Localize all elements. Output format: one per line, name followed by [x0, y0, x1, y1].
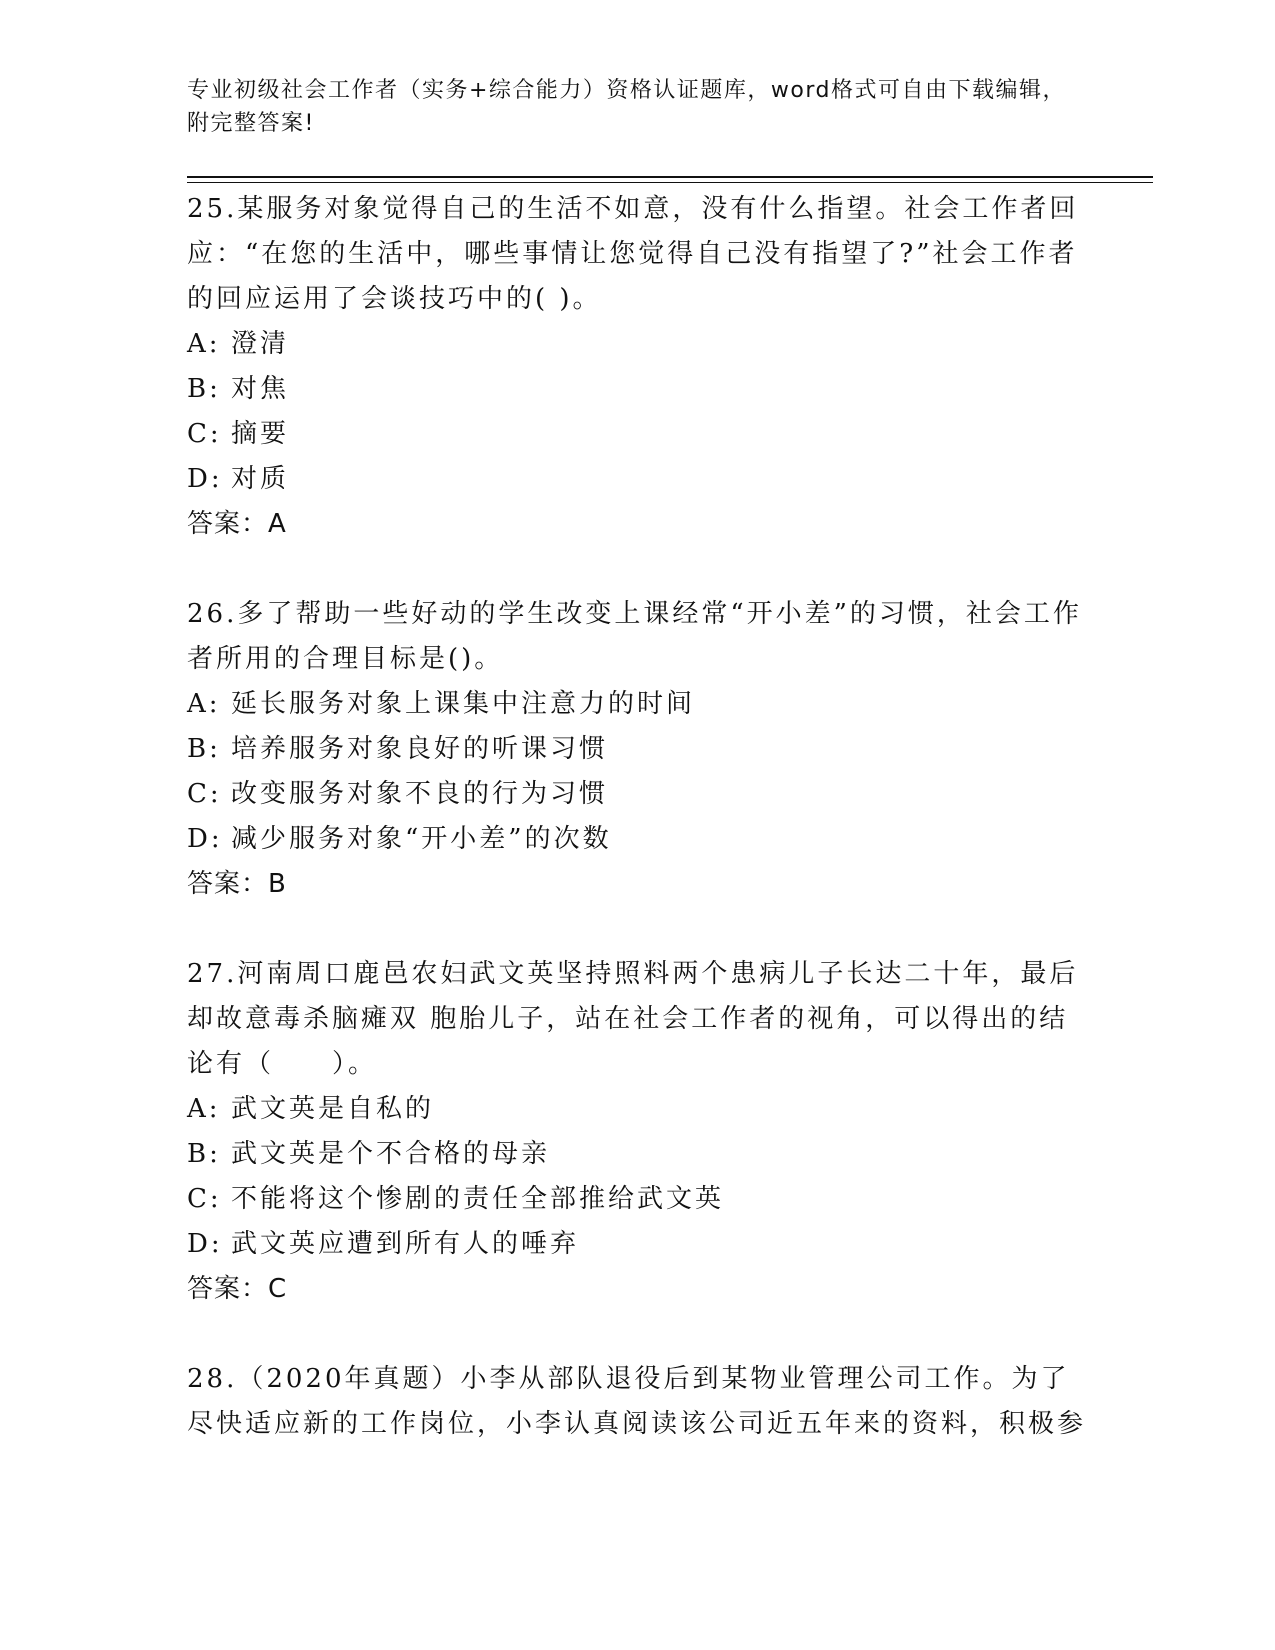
option-letter: A: — [187, 689, 221, 719]
header-divider-thin — [187, 182, 1153, 183]
option-d — [187, 457, 1087, 502]
option-text: 摘要 — [231, 419, 290, 449]
question-stem: 26.多了帮助一些好动的学生改变上课经常“开小差”的习惯，社会工作者所用的合理目标是()。 — [187, 599, 1082, 674]
option-letter: C: — [187, 1184, 222, 1214]
question-26 — [187, 592, 1087, 907]
header-divider-thick — [187, 176, 1153, 178]
option-text: 减少服务对象“开小差”的次数 — [231, 824, 612, 854]
answer-line — [187, 502, 1087, 547]
option-letter: D: — [187, 824, 223, 854]
question-stem: 28.（2020年真题）小李从部队退役后到某物业管理公司工作。为了尽快适应新的工作岗位，小李认真阅读该公司近五年来的资料，积极参 — [187, 1364, 1087, 1439]
option-letter: C: — [187, 779, 222, 809]
answer-value: B — [268, 869, 287, 899]
option-letter: B: — [187, 734, 221, 764]
option-text: 不能将这个惨剧的责任全部推给武文英 — [231, 1184, 725, 1214]
option-c — [187, 1177, 1087, 1222]
answer-line — [187, 862, 1087, 907]
question-28 — [187, 1357, 1087, 1447]
option-text: 对质 — [231, 464, 290, 494]
answer-label: 答案： — [187, 509, 269, 539]
option-text: 对焦 — [231, 374, 290, 404]
option-letter: B: — [187, 1139, 221, 1169]
option-text: 延长服务对象上课集中注意力的时间 — [231, 689, 696, 719]
option-text: 武文英是个不合格的母亲 — [231, 1139, 551, 1169]
answer-value: C — [268, 1274, 288, 1304]
option-text: 武文英应遭到所有人的唾弃 — [231, 1229, 580, 1259]
option-text: 澄清 — [231, 329, 290, 359]
option-c — [187, 412, 1087, 457]
option-b — [187, 727, 1087, 772]
option-text: 改变服务对象不良的行为习惯 — [231, 779, 609, 809]
option-a — [187, 682, 1087, 727]
question-list — [187, 187, 1087, 1492]
question-stem: 25.某服务对象觉得自己的生活不如意，没有什么指望。社会工作者回应：“在您的生活中，哪些事情让您觉得自己没有指望了?”社会工作者的回应运用了会谈技巧中的( )。 — [187, 194, 1079, 314]
answer-label: 答案： — [187, 869, 269, 899]
answer-line — [187, 1267, 1087, 1312]
option-letter: A: — [187, 1094, 221, 1124]
option-text: 武文英是自私的 — [231, 1094, 435, 1124]
option-d — [187, 1222, 1087, 1267]
option-letter: B: — [187, 374, 221, 404]
option-letter: D: — [187, 1229, 223, 1259]
option-d — [187, 817, 1087, 862]
option-text: 培养服务对象良好的听课习惯 — [231, 734, 609, 764]
option-letter: C: — [187, 419, 222, 449]
option-b — [187, 1132, 1087, 1177]
question-stem: 27.河南周口鹿邑农妇武文英坚持照料两个患病儿子长达二十年，最后却故意毒杀脑瘫双 胞胎儿子，站在社会工作者的视角，可以得出的结论有（ ）。 — [187, 959, 1079, 1079]
option-b — [187, 367, 1087, 412]
question-27 — [187, 952, 1087, 1312]
question-25 — [187, 187, 1087, 547]
document-header: 专业初级社会工作者（实务+综合能力）资格认证题库，word格式可自由下载编辑，附完整答案! — [187, 78, 1067, 136]
answer-label: 答案： — [187, 1274, 269, 1304]
option-letter: D: — [187, 464, 223, 494]
answer-value: A — [268, 509, 287, 539]
option-c — [187, 772, 1087, 817]
option-a — [187, 1087, 1087, 1132]
option-a — [187, 322, 1087, 367]
option-letter: A: — [187, 329, 221, 359]
